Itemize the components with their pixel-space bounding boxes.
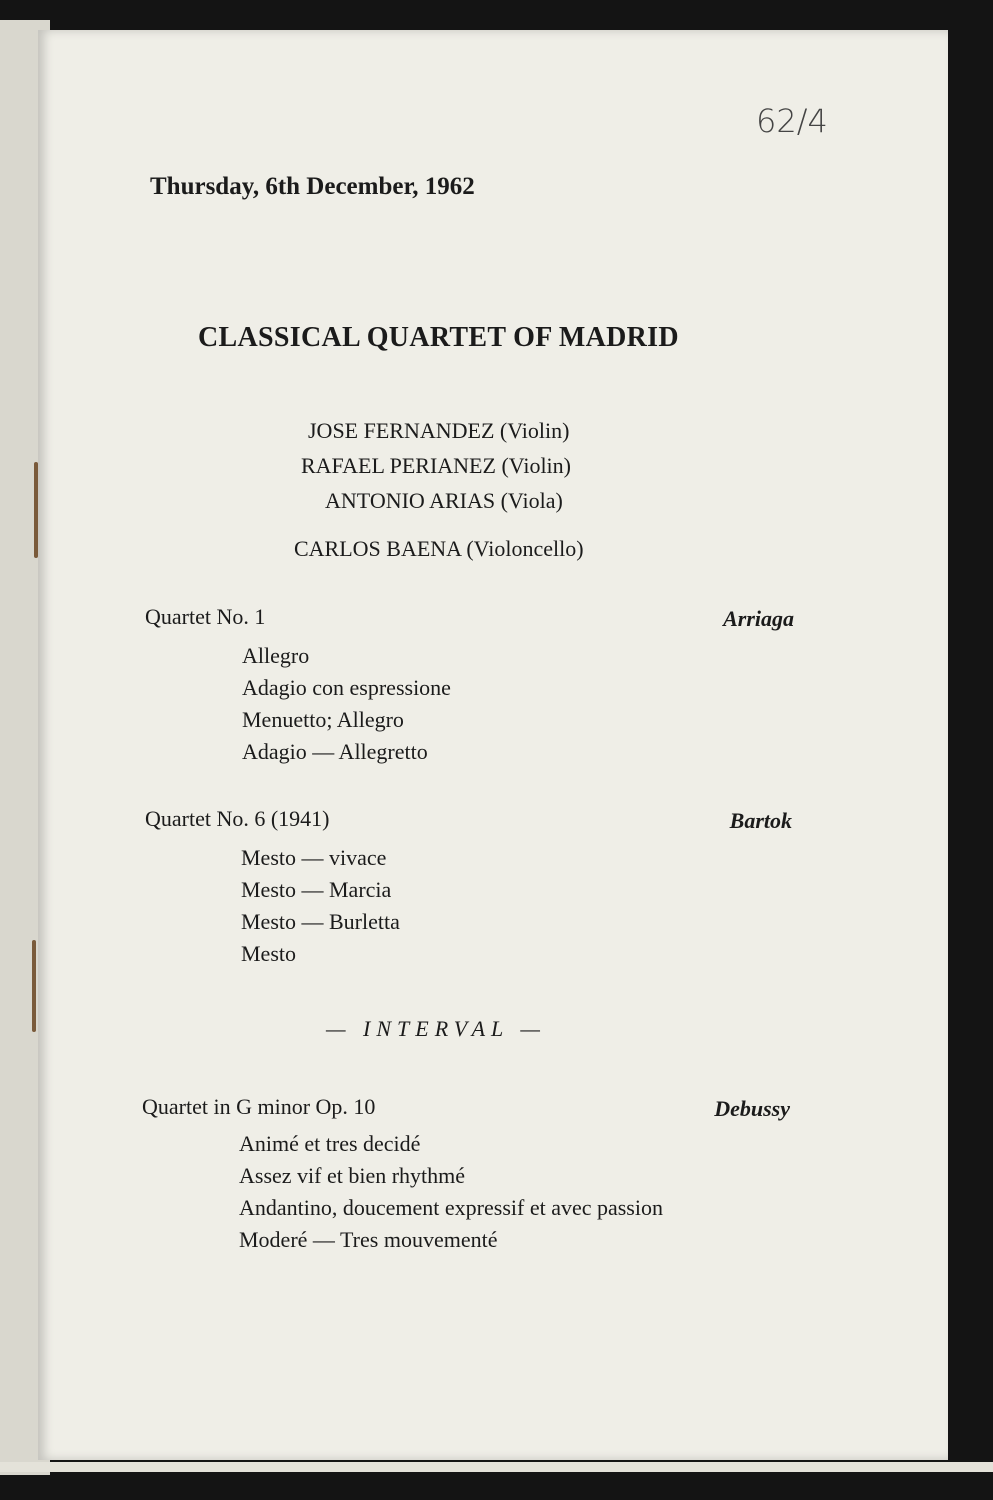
performer-1: JOSE FERNANDEZ (Violin) [308, 418, 570, 443]
work-1-movement-3: Menuetto; Allegro [242, 707, 404, 732]
performer-4: CARLOS BAENA (Violoncello) [294, 536, 584, 561]
work-2-movement-1: Mesto — vivace [241, 845, 387, 870]
page-bottom-edge [0, 1462, 993, 1472]
work-2-title: Quartet No. 6 (1941) [145, 806, 330, 831]
staple-top [34, 462, 38, 558]
performer-2: RAFAEL PERIANEZ (Violin) [301, 453, 571, 478]
staple-bottom [32, 940, 36, 1032]
work-2-composer: Bartok [729, 808, 792, 833]
handwritten-annotation: 62/4 [756, 102, 828, 140]
work-3-movement-2: Assez vif et bien rhythmé [239, 1163, 466, 1188]
work-3-title: Quartet in G minor Op. 10 [142, 1094, 376, 1119]
work-1-title: Quartet No. 1 [145, 604, 266, 629]
work-2-movement-3: Mesto — Burletta [241, 909, 400, 934]
work-3-movement-1: Animé et tres decidé [239, 1131, 421, 1156]
work-2-movement-4: Mesto [241, 941, 296, 966]
programme-page [38, 30, 948, 1460]
work-1-movement-2: Adagio con espressione [242, 675, 451, 700]
work-2-movement-2: Mesto — Marcia [241, 877, 392, 902]
interval-label: — INTERVAL — [326, 1016, 546, 1041]
work-1-movement-4: Adagio — Allegretto [242, 739, 428, 764]
work-3-composer: Debussy [714, 1096, 790, 1121]
work-3-movement-4: Moderé — Tres mouvementé [239, 1227, 498, 1252]
performer-3: ANTONIO ARIAS (Viola) [325, 488, 563, 513]
concert-date: Thursday, 6th December, 1962 [150, 173, 475, 200]
work-3-movement-3: Andantino, doucement expressif et avec passion [239, 1195, 663, 1220]
work-1-movement-1: Allegro [242, 643, 310, 668]
ensemble-title: CLASSICAL QUARTET OF MADRID [198, 322, 679, 353]
work-1-composer: Arriaga [723, 606, 794, 631]
